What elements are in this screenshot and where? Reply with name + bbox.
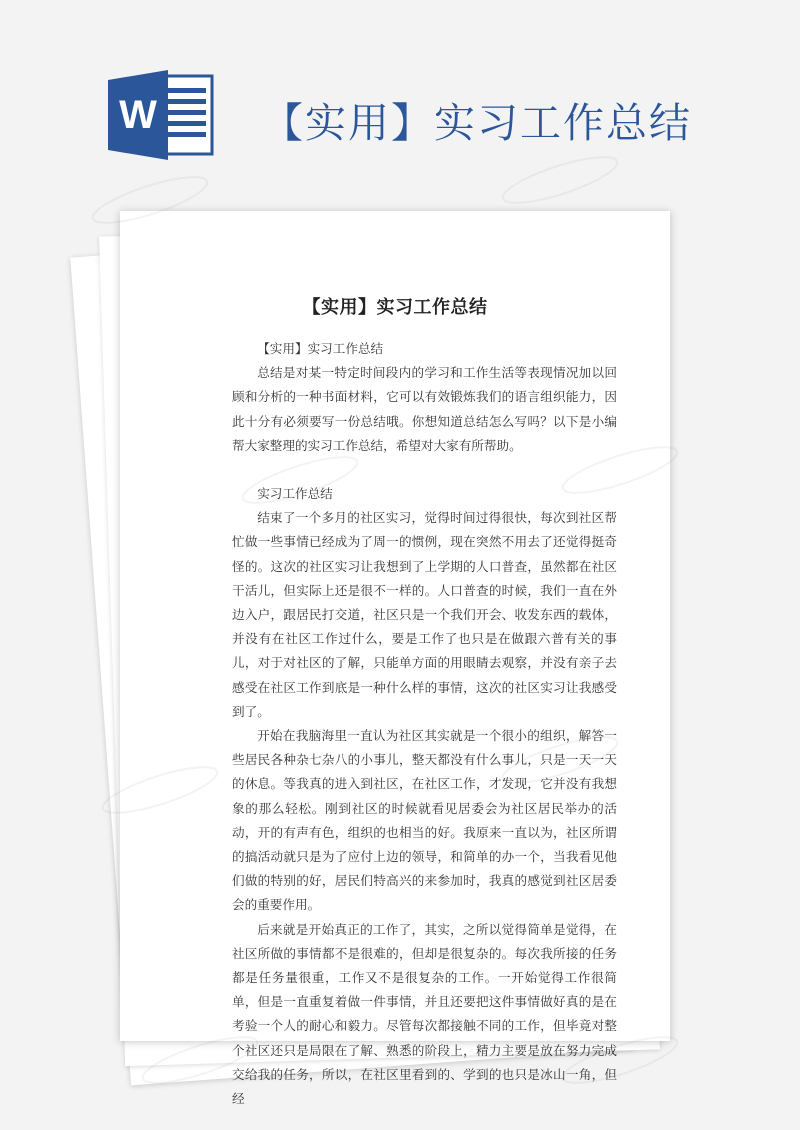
section-heading: 实习工作总结: [257, 486, 333, 502]
page-header: [0, 0, 800, 200]
document-paragraph: 总结是对某一特定时间段内的学习和工作生活等表现情况加以回顾和分析的一种书面材料，它可以有效锻炼我们的语言组织能力，因此十分有必须要写一份总结哦。你想知道总结怎么写吗？以下是小编帮大家整理的实习工作总结，希望对大家有所帮助。: [232, 365, 617, 453]
header-title: 【实用】实习工作总结: [262, 99, 692, 147]
word-icon-letter: W: [119, 93, 157, 137]
document-title: 【实用】实习工作总结: [302, 297, 488, 318]
document-body: [232, 337, 617, 1111]
document-paragraph: 结束了一个多月的社区实习，觉得时间过得很快，每次到社区帮忙做一些事情已经成为了周一的惯例，现在突然不用去了还觉得挺奇怪的。这次的社区实习让我想到了上学期的人口普查，虽然都在社区干活儿，但实际上还是很不一样的。人口普查的时候，我们一直在外边入户，跟居民打交道，社区只是一个我们开会、收发东西的载体，并没有在社区工作过什么，要是工作了也只是在做跟六普有关的事儿，对于对社区的了解，只能单方面的用眼睛去观察，并没有亲子去感受在社区工作到底是一种什么样的事情，这次的社区实习让我感受到了。: [232, 510, 617, 719]
document-paragraph: 后来就是开始真正的工作了，其实，之所以觉得简单是觉得，在社区所做的事情都不是很难的，但却是很复杂的。每次我所接的任务都是任务量很重，工作又不是很复杂的工作。一开始觉得工作很简单，但是一直重复着做一件事情，并且还要把这件事情做好真的是在考验一个人的耐心和毅力。尽管每次都接触不同的工作，但毕竟对整个社区还只是局限在了解、熟悉的阶段上，精力主要是放在努力完成交给我的任务，所以，在社区里看到的、学到的也只是冰山一角，但经: [232, 921, 617, 1107]
document-paragraph: 【实用】实习工作总结: [257, 341, 384, 356]
document-paragraph: 开始在我脑海里一直认为社区其实就是一个很小的组织，解答一些居民各种杂七杂八的小事儿，整天都没有什么事儿，只是一天一天的休息。等我真的进入到社区，在社区工作，才发现，它并没有我想象的那么轻松。刚到社区的时候就看见居委会为社区居民举办的活动，开的有声有色，组织的也相当的好。我原来一直以为，社区所谓的搞活动就只是为了应付上边的领导，和简单的办一个，当我看见他们做的特别的好，居民们特高兴的来参加时，我真的感觉到社区居委会的重要作用。: [232, 728, 617, 913]
word-icon: [106, 70, 216, 160]
document-page: [120, 211, 670, 1107]
